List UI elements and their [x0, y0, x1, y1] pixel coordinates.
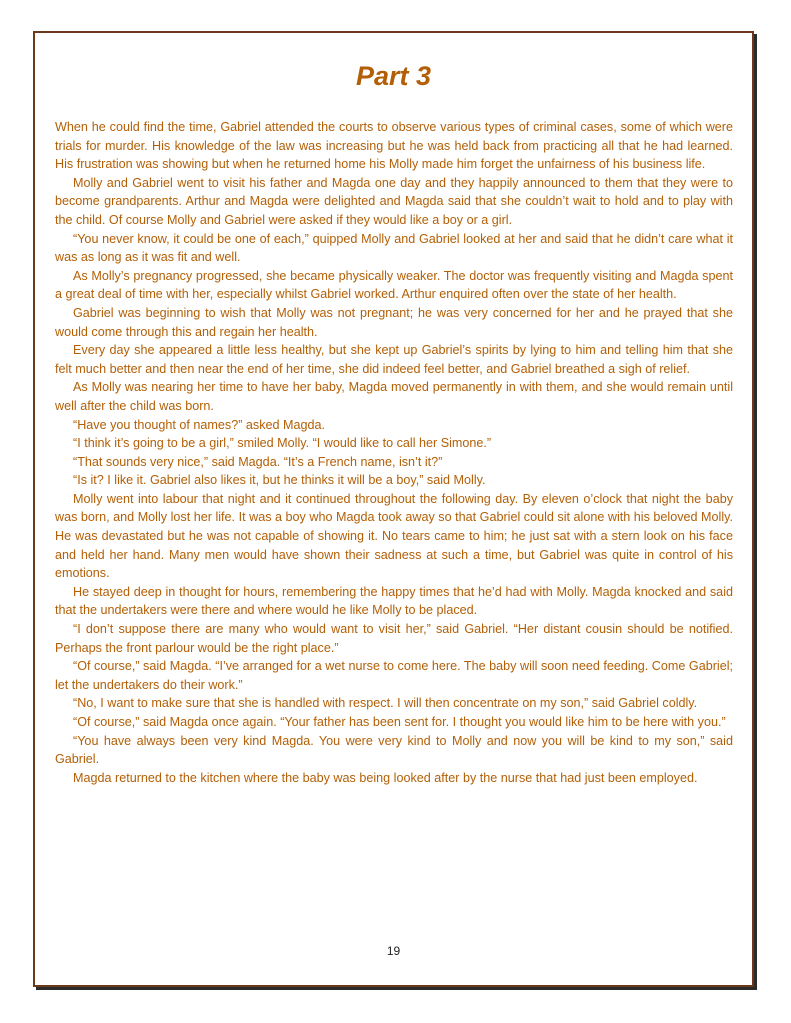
paragraph: “No, I want to make sure that she is handled with respect. I will then concentrate on my son,” said Gabriel coldly. [73, 696, 698, 711]
page-frame [33, 31, 754, 987]
paragraph: “I think it’s going to be a girl,” smiled Molly. “I would like to call her Simone.” [73, 436, 492, 451]
paragraph: He stayed deep in thought for hours, remembering the happy times that he’d had with Molly. Magda knocked and said that the undertakers were there and where would he like Molly to be placed. [55, 584, 733, 618]
page-number: 19 [386, 944, 401, 958]
paragraph: Magda returned to the kitchen where the baby was being looked after by the nurse that had just been employed. [73, 770, 698, 785]
paragraph: As Molly’s pregnancy progressed, she became physically weaker. The doctor was frequently visiting and Magda spent a great deal of time with her, especially whilst Gabriel worked. Arthur enquired often over the state of her health. [55, 268, 733, 302]
paragraph: “I don’t suppose there are many who would want to visit her,” said Gabriel. “Her distant cousin should be notified. Perhaps the front parlour would be the right place.” [55, 622, 733, 655]
paragraph: “Of course,” said Magda. “I’ve arranged for a wet nurse to come here. The baby will soon need feeding. Come Gabriel; let the undertakers do their work.” [55, 659, 733, 692]
paragraph: “Is it? I like it. Gabriel also likes it, but he thinks it will be a boy,” said Molly. [73, 473, 486, 488]
paragraph: “You have always been very kind Magda. You were very kind to Molly and now you will be kind to my son,” said Gabriel. [55, 733, 733, 767]
paragraph: “You never know, it could be one of each,” quipped Molly and Gabriel looked at her and said that he didn’t care what it was as long as it was fit and well. [55, 231, 733, 265]
paragraph: As Molly was nearing her time to have her baby, Magda moved permanently in with them, and she would remain until well after the child was born. [55, 380, 733, 413]
paragraph: Gabriel was beginning to wish that Molly was not pregnant; he was very concerned for her and he prayed that she would come through this and regain her health. [55, 305, 733, 339]
paragraph: Molly and Gabriel went to visit his father and Magda one day and they happily announced to them that they were to become grandparents. Arthur and Magda were delighted and Magda said that she couldn’t wait to hold and to play with the child. Of course Molly and Gabriel were asked if they would like a boy or a girl. [55, 175, 733, 227]
paragraph: “Have you thought of names?” asked Magda. [73, 417, 326, 432]
paragraph: “Of course,” said Magda once again. “Your father has been sent for. I thought you would like him to be here with you.” [73, 715, 726, 729]
paragraph: “That sounds very nice,” said Magda. “It’s a French name, isn’t it?” [73, 454, 443, 469]
paragraph: When he could find the time, Gabriel attended the courts to observe various types of criminal cases, some of which were trials for murder. His knowledge of the law was increasing but he was held back from practicing all that he had learned. His frustration was showing but when he returned home his Molly made him forget the unfairness of his business life. [55, 120, 733, 172]
body-text [55, 118, 733, 787]
page-title: Part 3 [355, 61, 432, 91]
paragraph: Every day she appeared a little less healthy, but she kept up Gabriel’s spirits by lying to him and telling him that she felt much better and then near the end of her time, she did indeed feel better, and Gabriel breathed a sigh of relief. [55, 343, 733, 376]
paragraph: Molly went into labour that night and it continued throughout the following day. By eleven o’clock that night the baby was born, and Molly lost her life. It was a boy who Magda took away so that Gabriel could sit alone with his beloved Molly. He was devastated but he was not capable of showing it. No tears came to him; he just sat with a stern look on his face and held her hand. Many men would have shown their sadness at such a time, but Gabriel was quite in control of his emotions. [55, 491, 733, 581]
